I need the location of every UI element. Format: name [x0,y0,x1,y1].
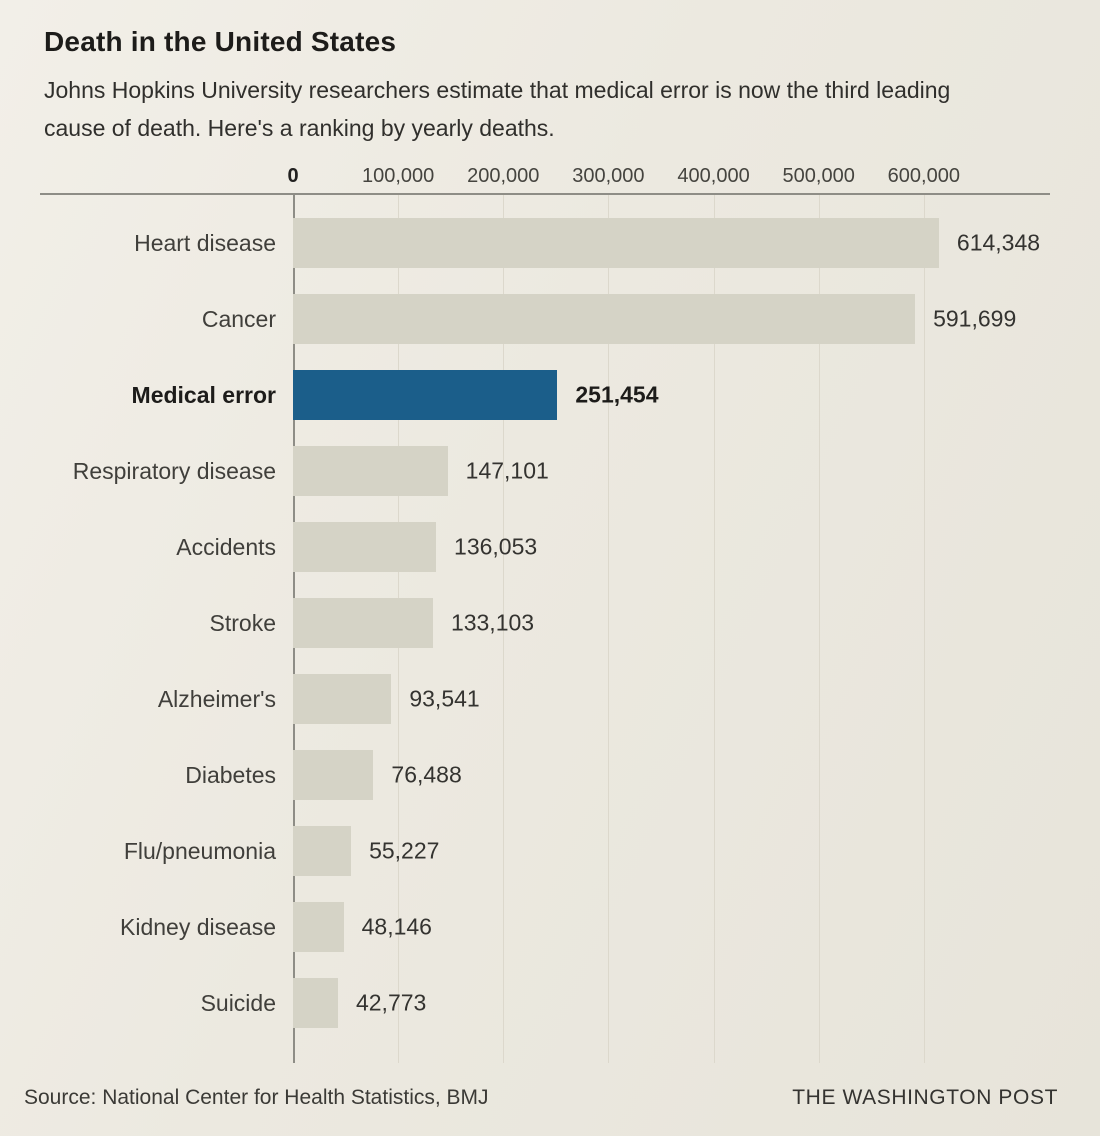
bar-track [293,978,1050,1028]
category-label: Heart disease [134,229,276,256]
bar-track [293,218,1050,268]
bar-chart [40,159,1050,1063]
bar-row [40,737,1050,813]
plot-area [40,195,1050,1063]
credit: THE WASHINGTON POST [792,1086,1058,1109]
category-label: Suicide [200,989,276,1016]
x-tick-label: 300,000 [572,165,645,187]
x-tick-label: 600,000 [887,165,960,187]
value-label: 76,488 [391,761,462,788]
category-label: Flu/pneumonia [123,837,276,864]
category-label: Diabetes [185,761,276,788]
bar-highlighted [293,370,557,420]
bar [293,294,915,344]
bar-track [293,370,1050,420]
bar-track [293,674,1050,724]
chart-footer [24,1086,1058,1110]
value-label: 614,348 [956,229,1041,256]
bar-row [40,661,1050,737]
bar [293,978,338,1028]
bar-row [40,433,1050,509]
category-label: Cancer [201,305,276,332]
bar-track [293,294,1050,344]
x-tick-label: 100,000 [361,165,435,187]
bar [293,902,344,952]
bar-track [293,598,1050,648]
bar-row [40,585,1050,661]
bar-rows [40,205,1050,1041]
bar-track [293,902,1050,952]
bar [293,446,448,496]
x-tick-label: 0 [287,165,299,187]
chart-header [0,0,1100,147]
value-label: 136,053 [454,533,538,560]
value-label: 251,454 [575,381,659,408]
value-label: 48,146 [361,913,432,940]
bar-row [40,889,1050,965]
bar-row [40,965,1050,1041]
value-label: 147,101 [465,457,549,484]
value-label: 42,773 [355,989,427,1016]
category-label: Medical error [131,381,276,408]
value-label: 591,699 [933,305,1017,332]
bar-row [40,509,1050,585]
category-label: Respiratory disease [72,457,276,484]
value-label: 133,103 [450,609,535,636]
bar [293,750,373,800]
category-label: Stroke [209,609,276,636]
bar [293,218,939,268]
bar [293,826,351,876]
x-tick-label: 200,000 [467,165,540,187]
category-label: Kidney disease [120,913,276,940]
source-note: Source: National Center for Health Statistics, BMJ [24,1086,489,1109]
bar-row [40,205,1050,281]
value-label: 93,541 [409,685,480,712]
chart-title: Death in the United States [44,26,397,57]
category-label: Alzheimer's [157,685,276,712]
chart-subtitle: Johns Hopkins University researchers estimate that medical error is now the third leading cause of death. Here's a ranking by yearly deaths. [44,77,951,141]
category-label: Accidents [176,533,276,560]
x-axis-ticks [287,159,1050,193]
bar-track [293,750,1050,800]
bar-row [40,813,1050,889]
bar [293,674,391,724]
bar-row [40,357,1050,433]
value-label: 55,227 [369,837,440,864]
x-tick-label: 400,000 [677,165,750,187]
bar-row [40,281,1050,357]
bar-track [293,446,1050,496]
bar [293,522,436,572]
bar [293,598,433,648]
x-tick-label: 500,000 [782,165,855,187]
bar-track [293,522,1050,572]
bar-track [293,826,1050,876]
